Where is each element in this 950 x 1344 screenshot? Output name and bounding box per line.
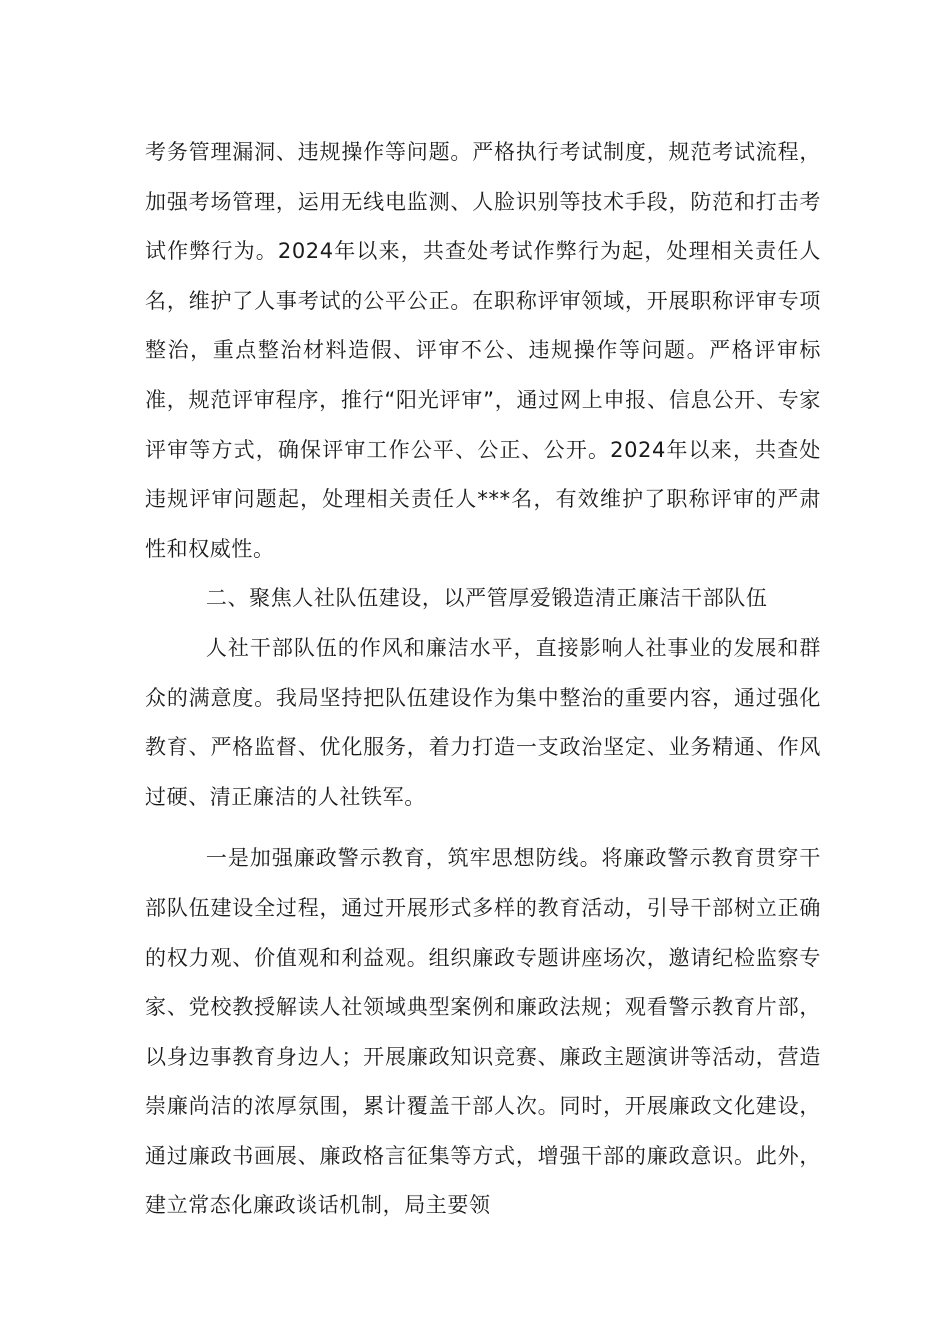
paragraph-integrity-education: 一是加强廉政警示教育，筑牢思想防线。将廉政警示教育贯穿干部队伍建设全过程，通过开展形式多样的教育活动，引导干部树立正确的权力观、价值观和利益观。组织廉政专题讲座场次，邀请纪检监察专家、党校教授解读人社领域典型案例和廉政法规；观看警示教育片部，以身边事教育身边人；开展廉政知识竞赛、廉政主题演讲等活动，营造崇廉尚洁的浓厚氛围，累计覆盖干部人次。同时，开展廉政文化建设，通过廉政书画展、廉政格言征集等方式，增强干部的廉政意识。此外，建立常态化廉政谈话机制，局主要领 [145,846,821,1218]
section-heading-team-building: 二、聚焦人社队伍建设，以严管厚爱锻造清正廉洁干部队伍 [205,586,768,611]
paragraph-exam-and-title-review: 考务管理漏洞、违规操作等问题。严格执行考试制度，规范考试流程，加强考场管理，运用无线电监测、人脸识别等技术手段，防范和打击考试作弊行为。2024年以来，共查处考试作弊行为起，处理相关责任人名，维护了人事考试的公平公正。在职称评审领域，开展职称评审专项整治，重点整治材料造假、评审不公、违规操作等问题。严格评审标准，规范评审程序，推行“阳光评审”，通过网上申报、信息公开、专家评审等方式，确保评审工作公平、公正、公开。2024年以来，共查处违规评审问题起，处理相关责任人***名，有效维护了职称评审的严肃性和权威性。 [145,140,821,561]
document-body [145,128,821,1231]
paragraph-team-building-intro: 人社干部队伍的作风和廉洁水平，直接影响人社事业的发展和群众的满意度。我局坚持把队伍建设作为集中整治的重要内容，通过强化教育、严格监督、优化服务，着力打造一支政治坚定、业务精通、作风过硬、清正廉洁的人社铁军。 [145,635,821,809]
